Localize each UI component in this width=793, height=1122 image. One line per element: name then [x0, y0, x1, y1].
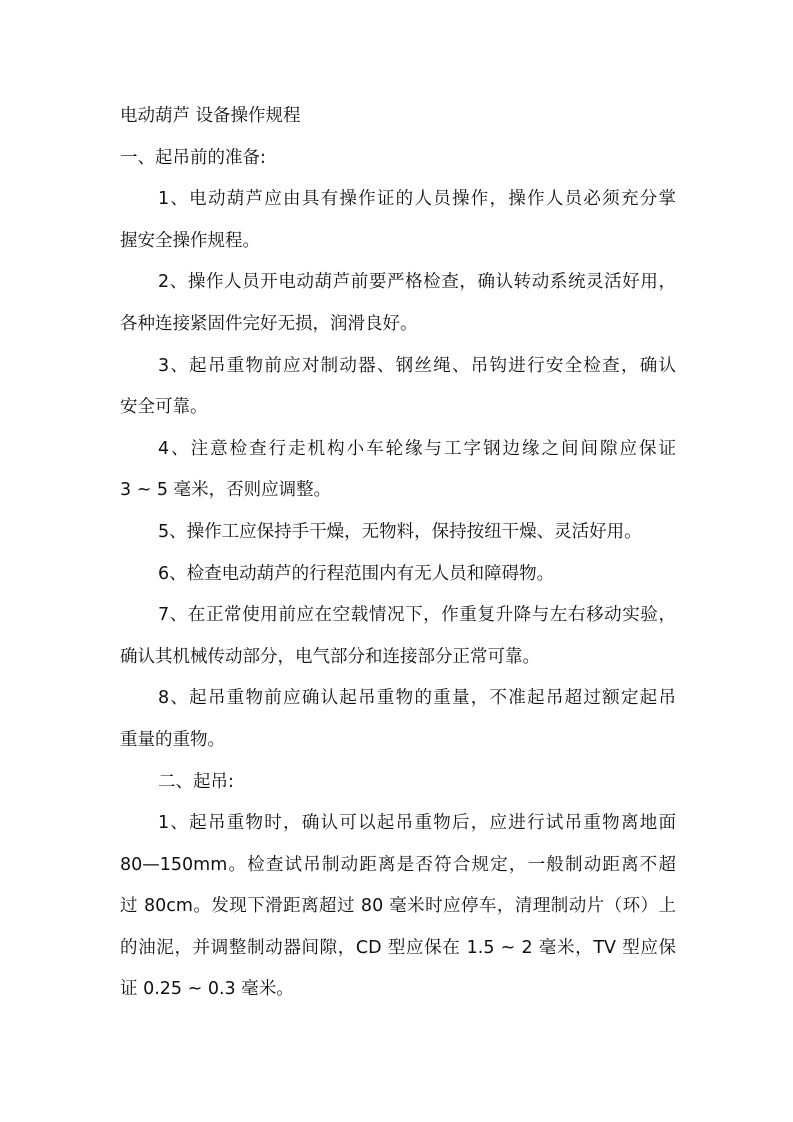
paragraph-line: 的油泥，并调整制动器间隙，CD 型应保在 1.5 ~ 2 毫米，TV 型应保	[120, 937, 676, 958]
paragraph-line: 8、起吊重物前应确认起吊重物的重量，不准起吊超过额定起吊	[158, 688, 676, 709]
list-item-prep-2	[120, 270, 676, 353]
paragraph-line: 过 80cm。发现下滑距离超过 80 毫米时应停车，清理制动片（环）上	[120, 896, 676, 917]
section-heading-preparation: 一、起吊前的准备:	[120, 147, 266, 168]
paragraph-line: 各种连接紧固件完好无损，润滑良好。	[120, 313, 418, 334]
paragraph-line: 5、操作工应保持手干燥，无物料，保持按纽干燥、灵活好用。	[158, 521, 642, 542]
paragraph-line: 1、起吊重物时，确认可以起吊重物后，应进行试吊重物离地面	[158, 813, 676, 834]
list-item-prep-4	[120, 437, 676, 520]
list-item-prep-6	[120, 562, 676, 604]
paragraph-line: 1、电动葫芦应由具有操作证的人员操作，操作人员必须充分掌	[158, 189, 676, 210]
paragraph-line: 80—150mm。检查试吊制动距离是否符合规定，一般制动距离不超	[120, 854, 676, 875]
paragraph-line: 2、操作人员开电动葫芦前要严格检查，确认转动系统灵活好用，	[158, 272, 676, 293]
list-item-prep-7	[120, 603, 676, 686]
paragraph-line: 重量的重物。	[120, 729, 225, 750]
paragraph-line: 6、检查电动葫芦的行程范围内有无人员和障碍物。	[158, 563, 555, 584]
section-heading-lifting: 二、起吊:	[158, 771, 234, 792]
paragraph-line: 3 ~ 5 毫米，否则应调整。	[120, 480, 332, 501]
paragraph-line: 握安全操作规程。	[120, 230, 260, 251]
paragraph-line: 安全可靠。	[120, 397, 208, 418]
paragraph-line: 确认其机械传动部分，电气部分和连接部分正常可靠。	[120, 646, 540, 667]
list-item-prep-3	[120, 354, 676, 437]
paragraph-line: 证 0.25 ~ 0.3 毫米。	[120, 979, 294, 1000]
document-title: 电动葫芦 设备操作规程	[120, 106, 301, 126]
list-item-prep-1	[120, 187, 676, 270]
document-body	[120, 104, 676, 1019]
list-item-prep-5	[120, 520, 676, 562]
list-item-lift-1	[120, 811, 676, 1019]
paragraph-line: 3、起吊重物前应对制动器、钢丝绳、吊钩进行安全检查，确认	[158, 355, 676, 376]
paragraph-line: 4、注意检查行走机构小车轮缘与工字钢边缘之间间隙应保证	[158, 438, 676, 459]
list-item-prep-8	[120, 686, 676, 769]
paragraph-line: 7、在正常使用前应在空载情况下，作重复升降与左右移动实验，	[158, 605, 676, 626]
